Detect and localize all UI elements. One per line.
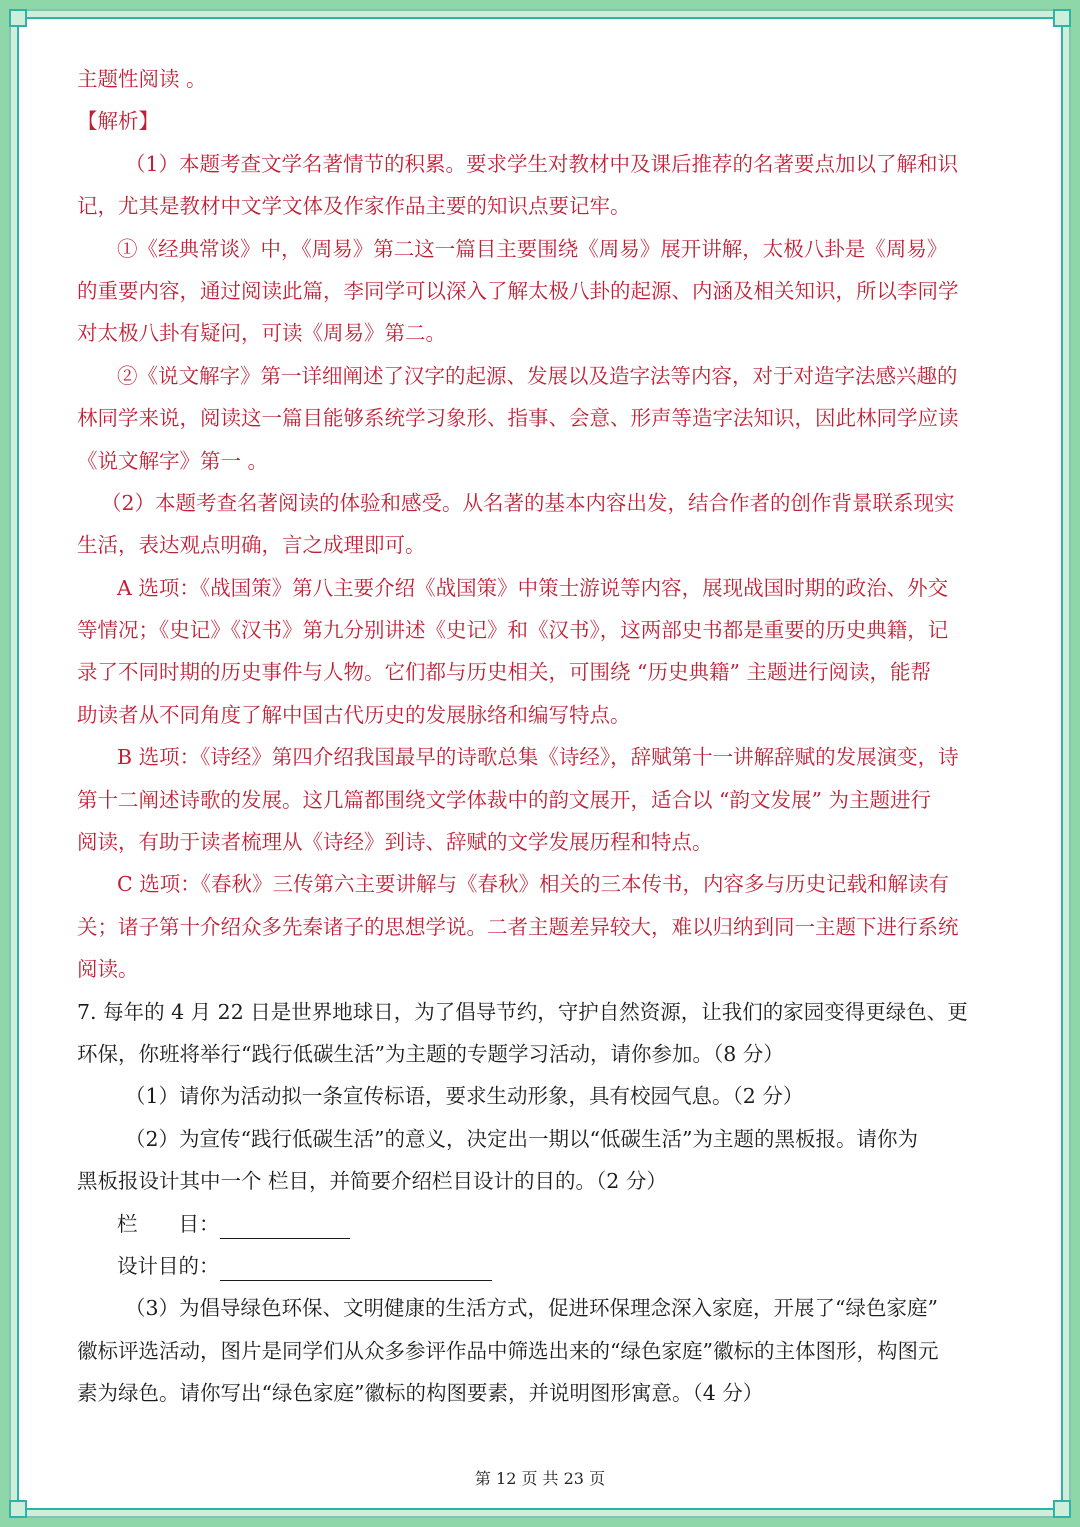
corner-ornament-top-right [1053, 9, 1071, 27]
question-7-part-3-line: 素为绿色。请你写出“绿色家庭”徽标的构图要素，并说明图形寓意。（4 分） [77, 1381, 764, 1406]
analysis-paragraph-line: 阅读，有助于读者梳理从《诗经》到诗、辞赋的文学发展历程和特点。 [77, 830, 713, 855]
purpose-field-row [77, 1245, 1005, 1287]
analysis-paragraph-line: （1）本题考查文学名著情节的积累。要求学生对教材中及课后推荐的名著要点加以了解和识 [125, 151, 959, 176]
question-7-part-2-line: 黑板报设计其中一个 栏目，并简要介绍栏目设计的目的。（2 分） [77, 1169, 667, 1194]
question-7-part-1: （1）请你为活动拟一条宣传标语，要求生动形象，具有校园气息。（2 分） [125, 1084, 804, 1109]
analysis-paragraph-line: A 选项：《战国策》第八主要介绍《战国策》中策士游说等内容，展现战国时期的政治、外交 [117, 575, 949, 600]
analysis-paragraph-line: 关；诸子第十介绍众多先秦诸子的思想学说。二者主题差异较大，难以归纳到同一主题下进行系统 [77, 914, 959, 939]
analysis-paragraph-line: 等情况；《史记》《汉书》第九分别讲述《史记》和《汉书》，这两部史书都是重要的历史典籍，记 [77, 618, 949, 643]
analysis-heading: 【解析】 [77, 109, 159, 134]
purpose-answer-blank[interactable] [220, 1252, 492, 1281]
question-7-part-3-line: （3）为倡导绿色环保、文明健康的生活方式，促进环保理念深入家庭，开展了“绿色家庭” [125, 1296, 939, 1321]
analysis-paragraph-line: 生活，表达观点明确，言之成理即可。 [77, 533, 426, 558]
answer-line: 主题性阅读 。 [77, 67, 207, 91]
analysis-paragraph-line: 《说文解字》第一 。 [77, 448, 269, 473]
analysis-paragraph-line: ②《说文解字》第一详细阐述了汉字的起源、发展以及造字法等内容，对于对造字法感兴趣的 [117, 363, 958, 388]
analysis-paragraph-line: 对太极八卦有疑问，可读《周易》第二。 [77, 321, 446, 346]
analysis-paragraph-line: C 选项：《春秋》三传第六主要讲解与《春秋》相关的三本传书，内容多与历史记载和解读有 [117, 872, 949, 897]
question-7-part-2-line: （2）为宣传“践行低碳生活”的意义，决定出一期以“低碳生活”为主题的黑板报。请你为 [125, 1126, 918, 1151]
analysis-paragraph-line: （2）本题考查名著阅读的体验和感受。从名著的基本内容出发，结合作者的创作背景联系现实 [101, 490, 955, 515]
analysis-paragraph-line: 阅读。 [77, 957, 139, 982]
analysis-paragraph-line: 的重要内容，通过阅读此篇，李同学可以深入了解太极八卦的起源、内涵及相关知识，所以李同学 [77, 278, 959, 303]
analysis-paragraph-line: 林同学来说，阅读这一篇目能够系统学习象形、指事、会意、形声等造字法知识，因此林同学应读 [77, 406, 959, 431]
analysis-paragraph-line: B 选项：《诗经》第四介绍我国最早的诗歌总集《诗经》，辞赋第十一讲解辞赋的发展演变，诗 [117, 745, 959, 770]
purpose-field-label: 设计目的： [117, 1253, 220, 1278]
corner-ornament-bottom-right [1053, 1500, 1071, 1518]
analysis-paragraph-line: 助读者从不同角度了解中国古代历史的发展脉络和编写特点。 [77, 702, 631, 727]
corner-ornament-top-left [9, 9, 27, 27]
analysis-paragraph-line: 录了不同时期的历史事件与人物。它们都与历史相关，可围绕 “历史典籍” 主题进行阅读，能帮 [77, 660, 931, 685]
analysis-paragraph-line: 记，尤其是教材中文学文体及作家作品主要的知识点要记牢。 [77, 194, 631, 219]
question-7-part-3-line: 徽标评选活动，图片是同学们从众多参评作品中筛选出来的“绿色家庭”徽标的主体图形，构图元 [77, 1338, 939, 1363]
analysis-paragraph-line: 第十二阐述诗歌的发展。这几篇都围绕文学体裁中的韵文展开，适合以 “韵文发展” 为主题进行 [77, 787, 931, 812]
column-answer-blank[interactable] [220, 1210, 350, 1239]
question-7-line: 环保，你班将举行“践行低碳生活”为主题的专题学习活动，请你参加。（8 分） [77, 1041, 784, 1066]
column-field-row [77, 1203, 1005, 1245]
page-number-footer: 第 12 页 共 23 页 [474, 1469, 606, 1488]
document-body [77, 58, 1005, 1415]
analysis-paragraph-line: ①《经典常谈》中，《周易》第二这一篇目主要围绕《周易》展开讲解，太极八卦是《周易》 [117, 236, 948, 261]
corner-ornament-bottom-left [9, 1500, 27, 1518]
column-field-label: 栏 目： [117, 1211, 220, 1236]
question-7-line: 7. 每年的 4 月 22 日是世界地球日，为了倡导节约，守护自然资源，让我们的家园变得更绿色、更 [77, 999, 968, 1024]
